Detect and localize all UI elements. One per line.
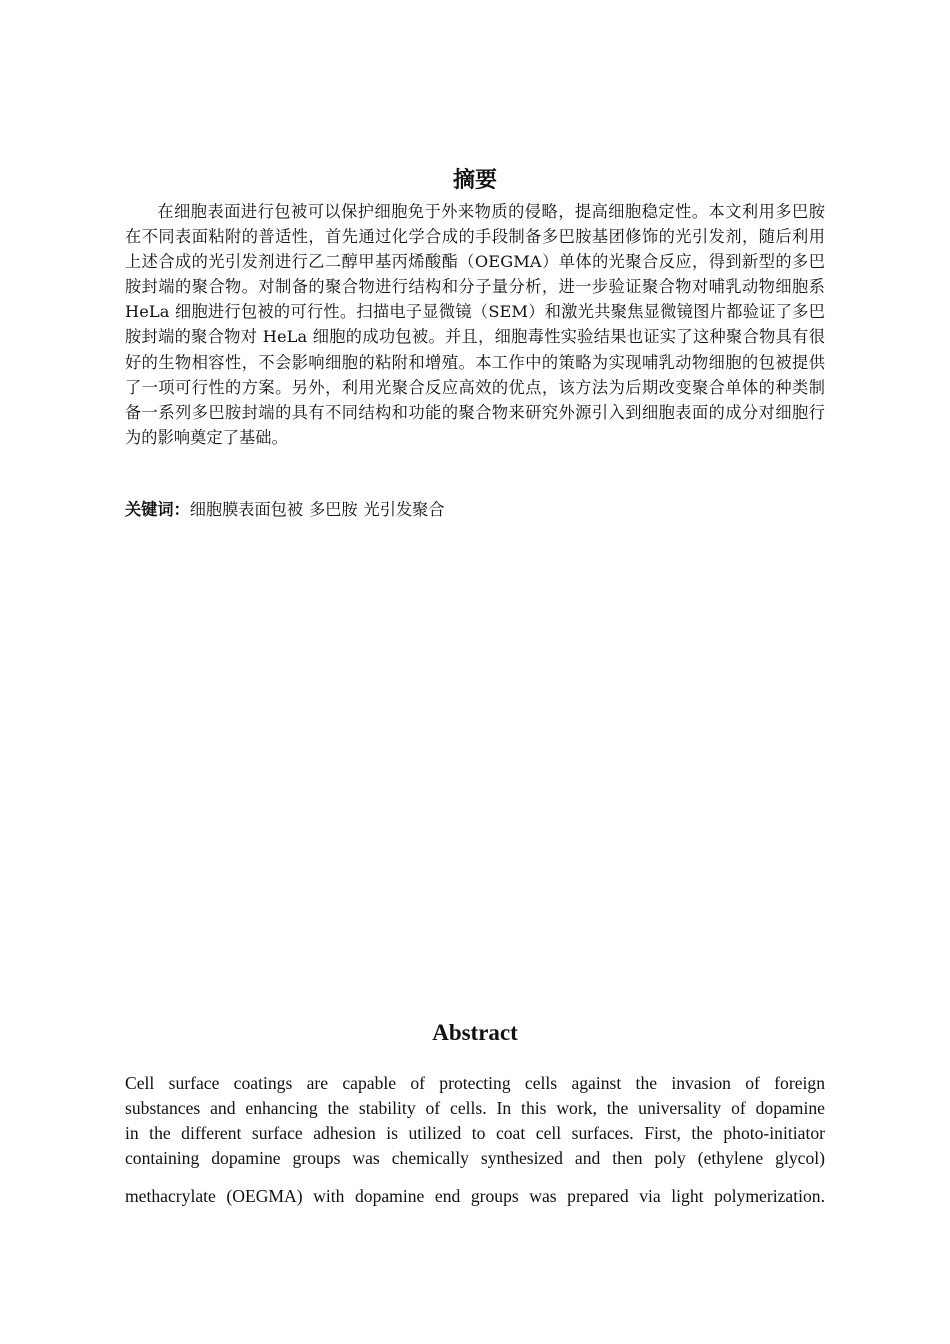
chinese-abstract-body: 在细胞表面进行包被可以保护细胞免于外来物质的侵略，提高细胞稳定性。本文利用多巴胺在不同表面粘附的普适性，首先通过化学合成的手段制备多巴胺基团修饰的光引发剂，随后利用上述合成的光引发剂进行乙二醇甲基丙烯酸酯（OEGMA）单体的光聚合反应，得到新型的多巴胺封端的聚合物。对制备的聚合物进行结构和分子量分析，进一步验证聚合物对哺乳动物细胞系 HeLa 细胞进行包被的可行性。扫描电子显微镜（SEM）和激光共聚焦显微镜图片都验证了多巴胺封端的聚合物对 HeLa 细胞的成功包被。并且，细胞毒性实验结果也证实了这种聚合物具有很好的生物相容性，不会影响细胞的粘附和增殖。本工作中的策略为实现哺乳动物细胞的包被提供了一项可行性的方案。另外，利用光聚合反应高效的优点，该方法为后期改变聚合单体的种类制备一系列多巴胺封端的具有不同结构和功能的聚合物来研究外源引入到细胞表面的成分对细胞行为的影响奠定了基础。: [125, 202, 825, 447]
keyword-item: 光引发聚合: [363, 500, 445, 519]
english-abstract-line: methacrylate (OEGMA) with dopamine end groups was prepared via light polymerization.: [125, 1186, 825, 1206]
english-abstract-line: in the different surface adhesion is utilized to coat cell surfaces. First, the photo-initiator: [125, 1123, 825, 1143]
chinese-keywords: [125, 497, 825, 522]
english-abstract-body: [125, 1071, 825, 1209]
chinese-abstract-title: 摘要: [452, 168, 497, 193]
keyword-item: 多巴胺: [309, 500, 358, 519]
english-abstract-line: Cell surface coatings are capable of protecting cells against the invasion of foreign: [125, 1073, 825, 1093]
english-abstract-title: Abstract: [432, 1020, 518, 1045]
keywords-label: 关键词：: [125, 500, 190, 519]
english-abstract-line: substances and enhancing the stability of cells. In this work, the universality of dopamine: [125, 1098, 825, 1118]
english-abstract-line: containing dopamine groups was chemically synthesized and then poly (ethylene glycol): [125, 1148, 825, 1168]
keyword-item: 细胞膜表面包被: [189, 500, 304, 519]
